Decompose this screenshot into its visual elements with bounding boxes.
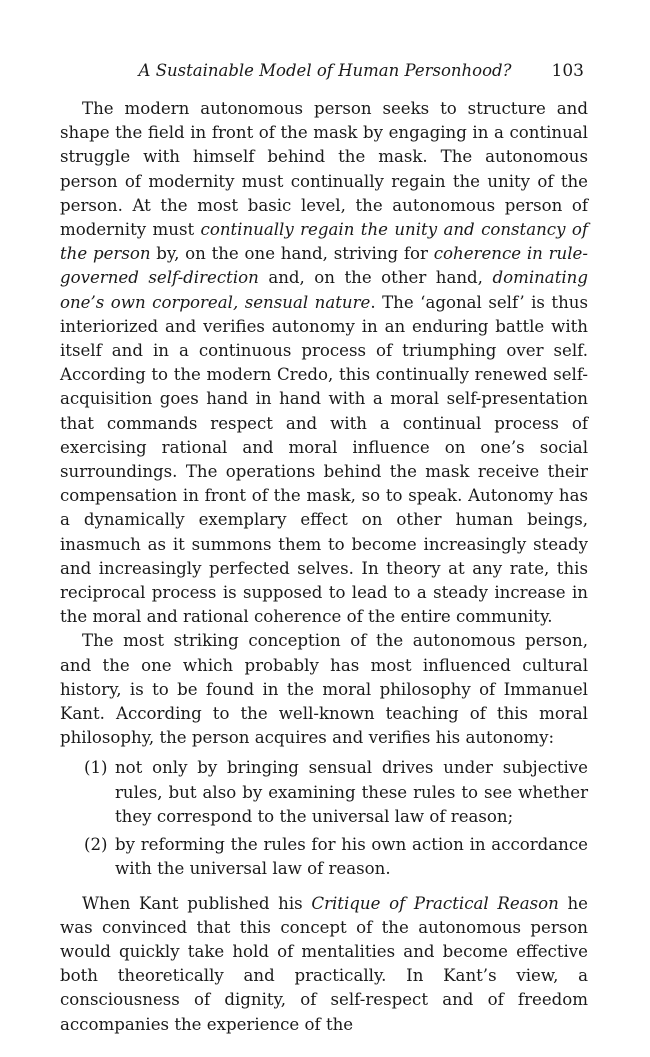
list-number: (2): [84, 835, 108, 855]
text-run: by, on the one hand, striving for: [150, 244, 434, 264]
body-text: [60, 97, 588, 1037]
running-head: [60, 61, 590, 85]
italic-book-title: Critique of Practical Reason: [311, 893, 559, 913]
italic-phrase: continually regain the unity and constancy of the person: [60, 220, 588, 264]
page-number: 103: [551, 61, 584, 81]
paragraph-1: [60, 97, 588, 629]
list-item: [84, 756, 588, 829]
running-head-title: A Sustainable Model of Human Personhood?: [138, 61, 512, 80]
list-text: by reforming the rules for his own action in accordance with the universal law of reason.: [115, 835, 588, 879]
paragraph-3: [60, 892, 588, 1037]
text-run: When Kant published his: [82, 893, 312, 913]
text-run: The modern autonomous person seeks to structure and shape the field in front of the mask by engaging in a continual struggle with himself behind the mask. The autonomous person of modernity must continually regain the unity of the person. At the most basic level, the autonomous person of modernity must: [60, 99, 588, 240]
numbered-list: [60, 756, 588, 881]
text-run: he was convinced that this concept of the autonomous person would quickly take hold of mentalities and become effective both theoretically and practically. In Kant’s view, a consciousness of dignity, of self-respect and of freedom accompanies the experience of the: [60, 893, 588, 1034]
list-item: [84, 833, 588, 881]
italic-phrase: coherence in rule-governed self-direction: [60, 244, 588, 288]
text-run: and, on the other hand,: [258, 268, 493, 288]
list-text: not only by bringing sensual drives under subjective rules, but also by examining these rules to see whether they correspond to the universal law of reason;: [115, 758, 588, 826]
text-run: . The ‘agonal self’ is thus interiorized and verifies autonomy in an enduring battle with itself and in a continuous process of triumphing over self. According to the modern Credo, this continually renewed self-acquisition goes hand in hand with a moral self-presentation that commands respect and with a continual process of exercising rational and moral influence on one’s social surroundings. The operations behind the mask receive their compensation in front of the mask, so to speak. Autonomy has a dynamically exemplary effect on other human beings, inasmuch as it summons them to become increasingly steady and increasingly perfected selves. In theory at any rate, this reciprocal process is supposed to lead to a steady increase in the moral and rational coherence of the entire community.: [60, 292, 588, 627]
italic-phrase: dominating one’s own corporeal, sensual nature: [60, 268, 588, 312]
paragraph-2: The most striking conception of the autonomous person, and the one which probably has most influenced cultural history, is to be found in the moral philosophy of Immanuel Kant. According to the well-known teaching of this moral philosophy, the person acquires and verifies his autonomy:: [60, 631, 588, 748]
list-number: (1): [84, 758, 108, 778]
